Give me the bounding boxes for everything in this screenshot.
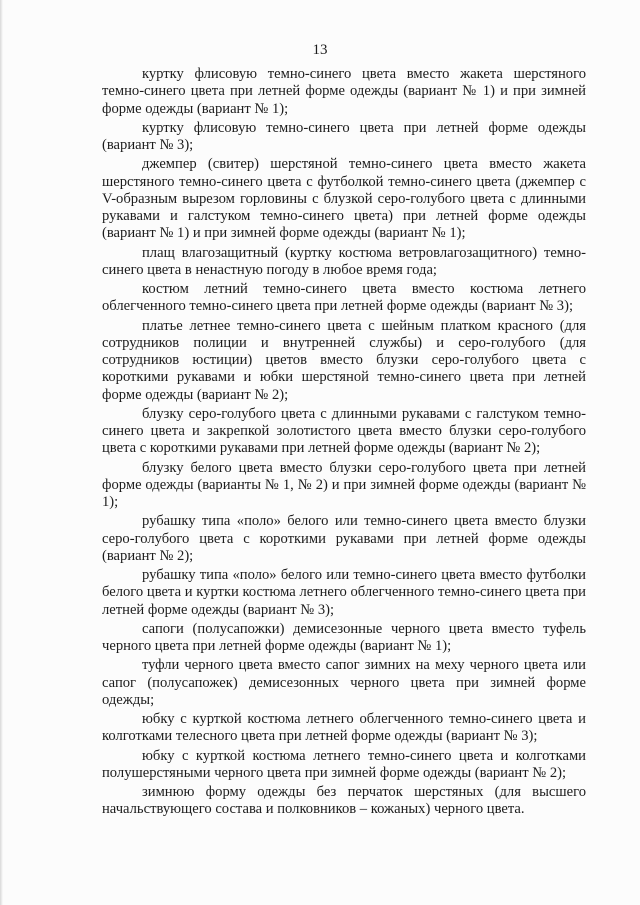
paragraph: плащ влагозащитный (куртку костюма ветровлагозащитного) темно-синего цвета в ненастную погоду в любое время года;: [102, 244, 586, 278]
paragraph: костюм летний темно-синего цвета вместо костюма летнего облегченного темно-синего цвета при летней форме одежды (вариант № 3);: [102, 281, 586, 315]
document-body: [102, 66, 586, 821]
paragraph: куртку флисовую темно-синего цвета при летней форме одежды (вариант № 3);: [102, 119, 586, 153]
page-number: 13: [312, 42, 328, 58]
paragraph: джемпер (свитер) шерстяной темно-синего цвета вместо жакета шерстяного темно-синего цвета с футболкой темно-синего цвета (джемпер с V-образным вырезом горловины с блузкой серо-голубого цвета с длинными рукавами и галстуком темно-синего цвета) при летней форме одежды (вариант № 1) и при зимней форме одежды (вариант № 1);: [102, 156, 586, 242]
paragraph: блузку белого цвета вместо блузки серо-голубого цвета при летней форме одежды (варианты № 1, № 2) и при зимней форме одежды (вариант № 1);: [102, 459, 586, 510]
paragraph: куртку флисовую темно-синего цвета вместо жакета шерстяного темно-синего цвета при летней форме одежды (вариант № 1) и при зимней форме одежды (вариант № 1);: [102, 66, 586, 117]
paragraph: рубашку типа «поло» белого или темно-синего цвета вместо футболки белого цвета и куртки костюма летнего облегченного темно-синего цвета при летней форме одежды (вариант № 3);: [102, 567, 586, 618]
paragraph: юбку с курткой костюма летнего облегченного темно-синего цвета и колготками телесного цвета при летней форме одежды (вариант № 3);: [102, 711, 586, 745]
paragraph: зимнюю форму одежды без перчаток шерстяных (для высшего начальствующего состава и полковников – кожаных) черного цвета.: [102, 784, 586, 818]
paragraph: юбку с курткой костюма летнего темно-синего цвета и колготками полушерстяными черного цвета при зимней форме одежды (вариант № 2);: [102, 747, 586, 781]
paragraph: туфли черного цвета вместо сапог зимних на меху черного цвета или сапог (полусапожек) демисезонных черного цвета при зимней форме одежды;: [102, 657, 586, 708]
paragraph: сапоги (полусапожки) демисезонные черного цвета вместо туфель черного цвета при летней форме одежды (вариант № 1);: [102, 620, 586, 654]
paragraph: блузку серо-голубого цвета с длинными рукавами с галстуком темно-синего цвета и закрепкой золотистого цвета вместо блузки серо-голубого цвета с короткими рукавами при летней форме одежды (вариант № 2);: [102, 405, 586, 457]
scan-edge: [0, 0, 3, 905]
paragraph: платье летнее темно-синего цвета с шейным платком красного (для сотрудников полиции и внутренней службы) и серо-голубого (для сотрудников юстиции) цветов вместо блузки серо-голубого цвета с короткими рукавами и юбки шерстяной темно-синего цвета при летней форме одежды (вариант № 2);: [102, 317, 586, 403]
paragraph: рубашку типа «поло» белого или темно-синего цвета вместо блузки серо-голубого цвета с короткими рукавами при летней форме одежды (вариант № 2);: [102, 513, 586, 564]
